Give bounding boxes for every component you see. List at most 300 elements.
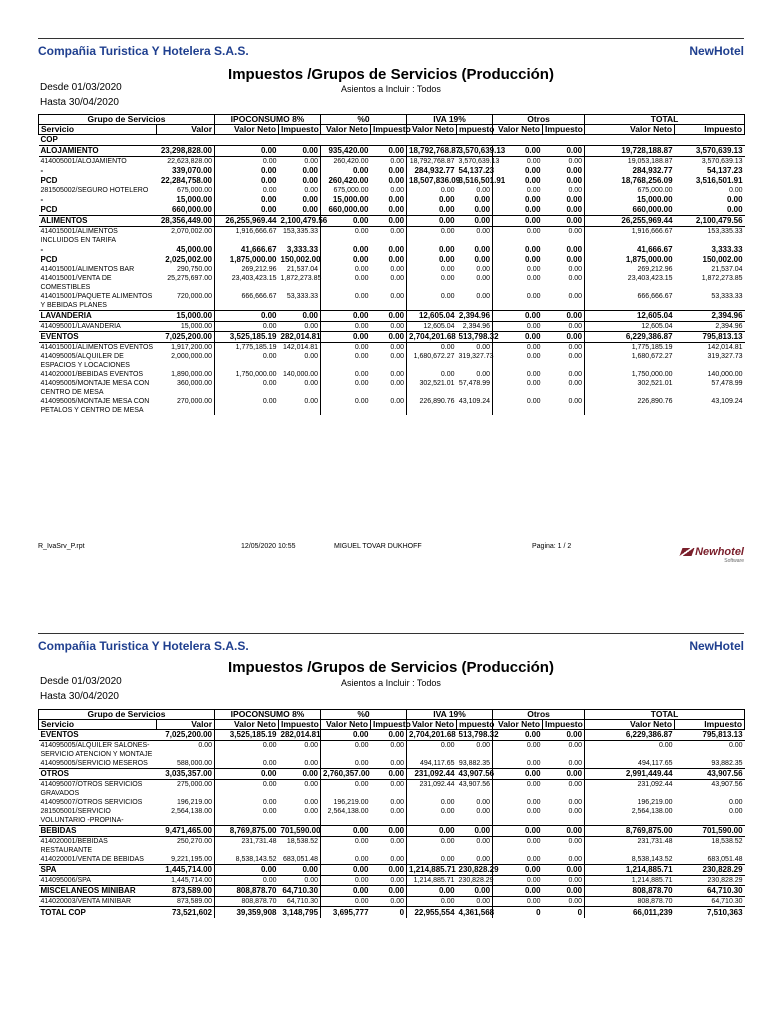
col-valor-neto: Valor Neto bbox=[407, 720, 457, 730]
value-cell: 0.00 bbox=[371, 759, 407, 769]
value-cell: 0.00 bbox=[279, 186, 321, 195]
value-cell: 0.00 bbox=[371, 195, 407, 205]
value-cell: 808,878.70 bbox=[215, 886, 279, 897]
value-cell: 226,890.76 bbox=[419, 398, 455, 405]
value-cell: 0.00 bbox=[457, 343, 493, 353]
value-cell: 1,680,672.27 bbox=[631, 353, 673, 360]
value-cell: 0.00 bbox=[407, 886, 457, 897]
value-cell: 0.00 bbox=[354, 380, 369, 387]
value-cell: 3,148,795 bbox=[279, 907, 321, 919]
value-cell: 0.00 bbox=[262, 799, 277, 806]
value-cell: 57,478.99 bbox=[711, 380, 743, 387]
value-cell: 0.00 bbox=[279, 798, 321, 807]
service-cell: 414015001/VENTA DE COMESTIBLES bbox=[40, 275, 112, 291]
col-valor-neto: Valor Neto bbox=[321, 720, 371, 730]
value-cell: 319,327.73 bbox=[707, 353, 743, 360]
value-cell: 0.00 bbox=[371, 780, 407, 799]
value-cell: 26,255,969.44 bbox=[585, 216, 675, 227]
value-cell: 795,813.13 bbox=[675, 332, 745, 343]
value-cell: 23,403,423.15 bbox=[627, 275, 673, 282]
value-cell: 0.00 bbox=[371, 855, 407, 865]
value-cell: 0.00 bbox=[493, 865, 543, 876]
value-cell: 2,394.96 bbox=[715, 323, 743, 330]
value-cell: 0.00 bbox=[493, 146, 543, 157]
value-cell: 0.00 bbox=[543, 855, 585, 865]
detail-row bbox=[39, 807, 745, 826]
value-cell: 0.00 bbox=[371, 227, 407, 246]
value-cell: 0.00 bbox=[371, 157, 407, 167]
value-cell: 0.00 bbox=[354, 293, 369, 300]
value-cell: 21,537.04 bbox=[279, 265, 321, 274]
value-cell: 0.00 bbox=[728, 187, 743, 194]
value-cell: 250,270.00 bbox=[157, 837, 215, 856]
value-cell: 93,882.35 bbox=[711, 760, 743, 767]
value-cell: 494,117.65 bbox=[420, 760, 455, 767]
service-cell: 414015001/ALIMENTOS INCLUIDOS EN TARIFA bbox=[40, 228, 118, 244]
footer-report-name: R_IvaSrv_P.rpt bbox=[38, 543, 85, 550]
value-cell: 0.00 bbox=[279, 876, 321, 886]
value-cell: 0.00 bbox=[371, 865, 407, 876]
col-impuesto: mpuesto bbox=[457, 125, 493, 135]
value-cell: 8,538,143.52 bbox=[235, 856, 277, 863]
value-cell: 150,002.00 bbox=[702, 255, 743, 264]
value-cell: 140,000.00 bbox=[707, 371, 743, 378]
value-cell: 808,878.70 bbox=[637, 898, 673, 905]
value-cell: 494,117.65 bbox=[638, 760, 673, 767]
value-cell: 0.00 bbox=[438, 255, 455, 264]
value-cell: 0.00 bbox=[543, 311, 585, 322]
value-cell: 0.00 bbox=[457, 292, 493, 311]
value-cell: 64,710.30 bbox=[279, 897, 321, 907]
value-cell: 0 bbox=[371, 907, 407, 919]
logo-subtext: Software bbox=[724, 558, 744, 564]
col-cero-header: %0 bbox=[321, 115, 407, 125]
value-cell: 302,521.01 bbox=[637, 380, 673, 387]
value-cell: 808,878.70 bbox=[585, 886, 675, 897]
detail-row bbox=[39, 837, 745, 856]
value-cell: 3,516,501.91 bbox=[458, 176, 506, 185]
value-cell: 660,000.00 bbox=[632, 205, 673, 214]
value-cell: 0.00 bbox=[279, 780, 321, 799]
value-cell: 0.00 bbox=[526, 808, 541, 815]
detail-row bbox=[39, 741, 745, 760]
value-cell: 0.00 bbox=[262, 742, 277, 749]
value-cell: 12,605.04 bbox=[423, 323, 455, 330]
value-cell: 0.00 bbox=[457, 807, 493, 826]
value-cell: 269,212.96 bbox=[637, 266, 673, 273]
col-impuesto: mpuesto bbox=[457, 720, 493, 730]
value-cell: 1,872,273.85 bbox=[701, 275, 743, 282]
value-cell: 683,051.48 bbox=[707, 856, 743, 863]
value-cell: 0.00 bbox=[371, 730, 407, 741]
value-cell: 0.00 bbox=[543, 865, 585, 876]
value-cell: 0.00 bbox=[457, 195, 493, 205]
service-cell: 414095005/SERVICIO MESEROS bbox=[40, 760, 148, 767]
value-cell: 1,875,000.00 bbox=[229, 255, 277, 264]
value-cell: 231,092.44 bbox=[637, 781, 673, 788]
value-cell: 0.00 bbox=[543, 205, 585, 216]
value-cell: 1,214,885.71 bbox=[413, 877, 455, 884]
value-cell: 0.00 bbox=[526, 323, 541, 330]
value-cell: 3,695,777 bbox=[321, 907, 371, 919]
value-cell: 93,882.35 bbox=[457, 759, 493, 769]
value-cell: 15,000.00 bbox=[157, 311, 215, 322]
col-impuesto: Impuesto bbox=[279, 125, 321, 135]
value-cell: 2,025,002.00 bbox=[157, 255, 215, 265]
value-cell: 0.00 bbox=[526, 344, 541, 351]
value-cell: 0.00 bbox=[543, 157, 585, 167]
value-cell: 22,955,554 bbox=[407, 907, 457, 919]
value-cell: 12,605.04 bbox=[407, 311, 457, 322]
value-cell: 0.00 bbox=[438, 205, 455, 214]
value-cell: 0.00 bbox=[371, 205, 407, 216]
value-cell: 0.00 bbox=[543, 826, 585, 837]
service-cell: 414095005/ALQUILER SALONES-SERVICIO ATENCION Y MONTAJE bbox=[40, 742, 153, 758]
detail-row bbox=[39, 897, 745, 907]
value-cell: 15,000.00 bbox=[332, 195, 369, 204]
value-cell: 230,828.29 bbox=[707, 877, 743, 884]
col-ipoconsumo-header: IPOCONSUMO 8% bbox=[215, 115, 321, 125]
value-cell: 0.00 bbox=[371, 176, 407, 186]
value-cell: 0.00 bbox=[279, 311, 321, 322]
value-cell: 142,014.81 bbox=[279, 343, 321, 353]
value-cell: 0.00 bbox=[526, 781, 541, 788]
value-cell: 660,000.00 bbox=[157, 205, 215, 216]
value-cell: 0.00 bbox=[526, 380, 541, 387]
value-cell: 230,828.29 bbox=[675, 865, 745, 876]
value-cell: 660,000.00 bbox=[328, 205, 369, 214]
value-cell: 666,666.67 bbox=[241, 293, 277, 300]
value-cell: 2,394.96 bbox=[457, 322, 493, 332]
value-cell: 0.00 bbox=[371, 876, 407, 886]
value-cell: 513,798.32 bbox=[458, 730, 499, 739]
group-row bbox=[39, 730, 745, 741]
value-cell: 0.00 bbox=[321, 216, 371, 227]
value-cell: 0.00 bbox=[543, 759, 585, 769]
value-cell: 0.00 bbox=[371, 245, 407, 255]
value-cell: 43,907.56 bbox=[675, 769, 745, 780]
value-cell: 1,445,714.00 bbox=[157, 876, 215, 886]
value-cell: 9,221,195.00 bbox=[157, 855, 215, 865]
value-cell: 0.00 bbox=[354, 838, 369, 845]
value-cell: 1,214,885.71 bbox=[407, 865, 457, 876]
service-cell: 414095006/SPA bbox=[40, 877, 91, 884]
value-cell: 0.00 bbox=[262, 398, 277, 405]
value-cell: 22,623,828.00 bbox=[157, 157, 215, 167]
group-row bbox=[39, 886, 745, 897]
value-cell: 1,916,666.67 bbox=[235, 228, 277, 235]
service-cell: - bbox=[40, 245, 44, 254]
value-cell: 18,792,768.87 bbox=[407, 146, 457, 157]
value-cell: 3,525,185.19 bbox=[215, 730, 279, 741]
service-cell: 414015001/ALIMENTOS BAR bbox=[40, 266, 135, 273]
value-cell: 8,769,875.00 bbox=[215, 826, 279, 837]
col-valor-neto: Valor Neto bbox=[493, 125, 543, 135]
value-cell: 0.00 bbox=[524, 166, 541, 175]
value-cell: 0.00 bbox=[440, 838, 455, 845]
value-cell: 22,284,758.00 bbox=[157, 176, 215, 186]
value-cell: 19,053,188.87 bbox=[627, 158, 673, 165]
value-cell: 0.00 bbox=[262, 158, 277, 165]
value-cell: 284,932.77 bbox=[632, 166, 673, 175]
value-cell: 0.00 bbox=[279, 741, 321, 760]
value-cell: 0.00 bbox=[438, 245, 455, 254]
service-cell: 414095005/MONTAJE MESA CON PETALOS Y CENTRO DE MESA bbox=[40, 398, 150, 414]
value-cell: 0.00 bbox=[457, 798, 493, 807]
value-cell: 0.00 bbox=[262, 187, 277, 194]
report-title: Impuestos /Grupos de Servicios (Producción) bbox=[228, 66, 554, 83]
value-cell: 196,219.00 bbox=[637, 799, 673, 806]
detail-row bbox=[39, 780, 745, 799]
value-cell: 230,828.29 bbox=[458, 865, 499, 874]
value-cell: 683,051.48 bbox=[279, 855, 321, 865]
value-cell: 0.00 bbox=[543, 146, 585, 157]
col-servicio: Servicio bbox=[39, 720, 157, 730]
value-cell: 0.00 bbox=[438, 195, 455, 204]
value-cell: 0.00 bbox=[371, 886, 407, 897]
service-cell: 414020001/BEBIDAS EVENTOS bbox=[40, 371, 144, 378]
value-cell: 0.00 bbox=[371, 837, 407, 856]
value-cell: 1,775,185.19 bbox=[631, 344, 673, 351]
value-cell: 43,907.56 bbox=[458, 769, 495, 778]
value-cell: 196,219.00 bbox=[157, 798, 215, 807]
value-cell: 0.00 bbox=[543, 370, 585, 379]
value-cell: 0.00 bbox=[457, 855, 493, 865]
service-cell: 414095005/MONTAJE MESA CON CENTRO DE MESA bbox=[40, 380, 150, 396]
value-cell: 0.00 bbox=[524, 195, 541, 204]
value-cell: 26,255,969.44 bbox=[215, 216, 279, 227]
value-cell: 0.00 bbox=[321, 311, 371, 322]
value-cell: 0.00 bbox=[371, 311, 407, 322]
date-from: Desde 01/03/2020 bbox=[40, 676, 122, 687]
value-cell: 28,356,449.00 bbox=[157, 216, 215, 227]
value-cell: 0.00 bbox=[543, 741, 585, 760]
value-cell: 513,798.32 bbox=[458, 332, 499, 341]
value-cell: 2,564,138.00 bbox=[157, 807, 215, 826]
value-cell: 0.00 bbox=[457, 274, 493, 292]
value-cell: 720,000.00 bbox=[157, 292, 215, 311]
service-cell: 414015001/ALIMENTOS EVENTOS bbox=[40, 344, 154, 351]
value-cell: 231,092.44 bbox=[407, 769, 457, 780]
value-cell: 1,750,000.00 bbox=[631, 371, 673, 378]
value-cell: 21,537.04 bbox=[711, 266, 743, 273]
service-cell: BEBIDAS bbox=[39, 826, 157, 837]
value-cell: 701,590.00 bbox=[280, 826, 321, 835]
value-cell: 0.00 bbox=[526, 293, 541, 300]
service-cell: ALOJAMIENTO bbox=[39, 146, 157, 157]
brand-name: NewHotel bbox=[689, 639, 744, 653]
value-cell: 2,991,449.44 bbox=[585, 769, 675, 780]
value-cell: 0.00 bbox=[279, 322, 321, 332]
value-cell: 57,478.99 bbox=[457, 379, 493, 397]
value-cell: 0.00 bbox=[543, 195, 585, 205]
value-cell: 0.00 bbox=[493, 332, 543, 343]
col-valor-neto: Valor Neto bbox=[585, 720, 675, 730]
value-cell: 3,525,185.19 bbox=[215, 332, 279, 343]
service-cell: - bbox=[40, 195, 44, 204]
value-cell: 0.00 bbox=[457, 205, 493, 216]
col-iva-header: IVA 19% bbox=[407, 115, 493, 125]
value-cell: 150,002.00 bbox=[280, 255, 321, 264]
value-cell: 701,590.00 bbox=[675, 826, 745, 837]
col-impuesto: Impuesto bbox=[675, 720, 745, 730]
value-cell: 0.00 bbox=[279, 195, 321, 205]
value-cell: 15,000.00 bbox=[157, 322, 215, 332]
value-cell: 0.00 bbox=[543, 837, 585, 856]
value-cell: 0.00 bbox=[524, 255, 541, 264]
value-cell: 231,731.48 bbox=[241, 838, 277, 845]
service-cell: PCD bbox=[40, 176, 58, 185]
value-cell: 0.00 bbox=[371, 798, 407, 807]
value-cell: 0.00 bbox=[457, 886, 493, 897]
value-cell: 2,564,138.00 bbox=[327, 808, 369, 815]
col-impuesto: Impuesto bbox=[371, 720, 407, 730]
value-cell: 588,000.00 bbox=[157, 759, 215, 769]
value-cell: 0.00 bbox=[371, 332, 407, 343]
value-cell: 4,361,568 bbox=[458, 908, 495, 917]
value-cell: 53,333.33 bbox=[711, 293, 743, 300]
value-cell: 12,605.04 bbox=[641, 323, 673, 330]
col-cero-header: %0 bbox=[321, 710, 407, 720]
value-cell: 18,507,836.09 bbox=[409, 176, 461, 185]
value-cell: 0.00 bbox=[215, 146, 279, 157]
value-cell: 53,333.33 bbox=[279, 292, 321, 311]
logo-text: Newhotel bbox=[695, 546, 744, 558]
col-total-header: TOTAL bbox=[585, 710, 745, 720]
value-cell: 0.00 bbox=[371, 379, 407, 397]
value-cell: 0.00 bbox=[440, 856, 455, 863]
value-cell: 0.00 bbox=[543, 186, 585, 195]
value-cell: 7,510,363 bbox=[675, 907, 745, 919]
value-cell: 73,521,602 bbox=[157, 907, 215, 919]
value-cell: 0.00 bbox=[457, 255, 493, 265]
value-cell: 0.00 bbox=[354, 877, 369, 884]
value-cell: 15,000.00 bbox=[157, 195, 215, 205]
value-cell: 64,710.30 bbox=[675, 886, 745, 897]
value-cell: 0.00 bbox=[728, 799, 743, 806]
value-cell: 0.00 bbox=[543, 227, 585, 246]
value-cell: 269,212.96 bbox=[241, 266, 277, 273]
company-name: Compañia Turistica Y Hotelera S.A.S. bbox=[38, 639, 249, 653]
value-cell: 0.00 bbox=[526, 760, 541, 767]
value-cell: 0.00 bbox=[543, 886, 585, 897]
value-cell: 0.00 bbox=[262, 353, 277, 360]
value-cell: 64,710.30 bbox=[711, 898, 743, 905]
value-cell: 675,000.00 bbox=[157, 186, 215, 195]
value-cell: 0.00 bbox=[354, 760, 369, 767]
col-ipoconsumo-header: IPOCONSUMO 8% bbox=[215, 710, 321, 720]
value-cell: 41,666.67 bbox=[240, 245, 277, 254]
value-cell: 19,728,188.87 bbox=[585, 146, 675, 157]
value-cell: 45,000.00 bbox=[157, 245, 215, 255]
value-cell: 1,445,714.00 bbox=[157, 865, 215, 876]
value-cell: 18,538.52 bbox=[711, 838, 743, 845]
value-cell: 0.00 bbox=[457, 837, 493, 856]
value-cell: 0.00 bbox=[279, 865, 321, 876]
value-cell: 0.00 bbox=[371, 292, 407, 311]
value-cell: 64,710.30 bbox=[279, 886, 321, 897]
value-cell: 0.00 bbox=[279, 379, 321, 397]
value-cell: 0.00 bbox=[526, 898, 541, 905]
value-cell: 0.00 bbox=[354, 228, 369, 235]
col-total-header: TOTAL bbox=[585, 115, 745, 125]
value-cell: 0.00 bbox=[493, 311, 543, 322]
value-cell: 0.00 bbox=[543, 397, 585, 415]
value-cell: 43,109.24 bbox=[711, 398, 743, 405]
col-impuesto: Impuesto bbox=[543, 125, 585, 135]
value-cell: 0.00 bbox=[524, 176, 541, 185]
value-cell: 0.00 bbox=[457, 897, 493, 907]
detail-row bbox=[39, 876, 745, 886]
value-cell: 7,025,200.00 bbox=[157, 332, 215, 343]
value-cell: 0.00 bbox=[526, 877, 541, 884]
service-cell: 414095005/ALQUILER DE ESPACIOS Y LOCACIONES bbox=[40, 353, 130, 369]
col-otros-header: Otros bbox=[493, 115, 585, 125]
currency-label: COP bbox=[40, 135, 58, 144]
value-cell: 0.00 bbox=[407, 826, 457, 837]
value-cell: 43,907.56 bbox=[711, 781, 743, 788]
date-to: Hasta 30/04/2020 bbox=[40, 97, 119, 108]
value-cell: 0.00 bbox=[543, 798, 585, 807]
value-cell: 0.00 bbox=[440, 808, 455, 815]
value-cell: 0.00 bbox=[543, 255, 585, 265]
col-valor-neto: Valor Neto bbox=[215, 720, 279, 730]
value-cell: 9,471,465.00 bbox=[157, 826, 215, 837]
value-cell: 18,768,256.09 bbox=[621, 176, 673, 185]
value-cell: 0.00 bbox=[321, 886, 371, 897]
col-group-header: Grupo de Servicios bbox=[39, 115, 215, 125]
value-cell: 0.00 bbox=[526, 856, 541, 863]
col-servicio: Servicio bbox=[39, 125, 157, 135]
footer-user: MIGUEL TOVAR DUKHOFF bbox=[334, 543, 422, 550]
value-cell: 3,333.33 bbox=[711, 245, 743, 254]
value-cell: 0.00 bbox=[215, 311, 279, 322]
value-cell: 3,570,639.13 bbox=[458, 146, 506, 155]
value-cell: 23,298,828.00 bbox=[157, 146, 215, 157]
value-cell: 0.00 bbox=[262, 760, 277, 767]
value-cell: 0.00 bbox=[354, 856, 369, 863]
value-cell: 1,214,885.71 bbox=[585, 865, 675, 876]
col-impuesto: Impuesto bbox=[543, 720, 585, 730]
value-cell: 2,394.96 bbox=[457, 311, 493, 322]
value-cell: 0.00 bbox=[493, 826, 543, 837]
value-cell: 0.00 bbox=[457, 227, 493, 246]
value-cell: 0.00 bbox=[279, 146, 321, 157]
value-cell: 0 bbox=[543, 907, 585, 919]
value-cell: 0.00 bbox=[493, 730, 543, 741]
service-cell: 281505002/SEGURO HOTELERO bbox=[40, 187, 149, 194]
value-cell: 0.00 bbox=[354, 344, 369, 351]
value-cell: 282,014.81 bbox=[280, 730, 321, 739]
value-cell: 0.00 bbox=[321, 865, 371, 876]
value-cell: 0.00 bbox=[279, 807, 321, 826]
value-cell: 0.00 bbox=[354, 742, 369, 749]
value-cell: 0.00 bbox=[493, 216, 543, 227]
value-cell: 0.00 bbox=[352, 255, 369, 264]
col-iva-header: IVA 19% bbox=[407, 710, 493, 720]
value-cell: 0.00 bbox=[457, 216, 493, 227]
value-cell: 0.00 bbox=[543, 245, 585, 255]
value-cell: 873,589.00 bbox=[157, 886, 215, 897]
value-cell: 0.00 bbox=[526, 371, 541, 378]
value-cell: 0.00 bbox=[352, 166, 369, 175]
value-cell: 3,570,639.13 bbox=[458, 158, 500, 165]
detail-row bbox=[39, 855, 745, 865]
value-cell: 1,872,273.85 bbox=[279, 274, 321, 292]
brand-name: NewHotel bbox=[689, 44, 744, 58]
value-cell: 1,214,885.71 bbox=[631, 877, 673, 884]
service-cell: EVENTOS bbox=[39, 730, 157, 741]
